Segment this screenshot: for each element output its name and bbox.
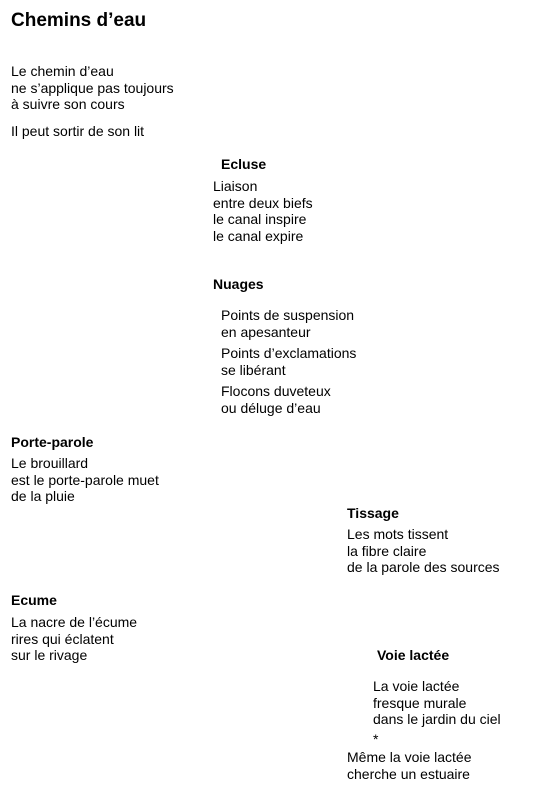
ecluse-line: le canal expire xyxy=(213,228,304,245)
voie-lactee-line: La voie lactée xyxy=(373,678,460,694)
nuages-heading: Nuages xyxy=(213,276,264,292)
porte-parole-heading: Porte-parole xyxy=(11,434,94,450)
nuages-stanza-1 xyxy=(221,307,354,340)
nuages-line: Points de suspension xyxy=(221,307,355,323)
porte-parole-line: de la pluie xyxy=(11,488,75,505)
intro-stanza-2 xyxy=(11,123,144,140)
voie-lactee-line: Même la voie lactée xyxy=(347,749,472,765)
porte-parole-line: est le porte-parole muet xyxy=(11,471,159,488)
intro-line: Le chemin d’eau xyxy=(11,63,114,79)
intro-line: à suivre son cours xyxy=(11,96,125,113)
voie-lactee-line: dans le jardin du ciel xyxy=(373,711,501,728)
voie-lactee-heading: Voie lactée xyxy=(377,647,450,663)
ecume-line: rires qui éclatent xyxy=(11,630,114,647)
intro-stanza-1 xyxy=(11,63,174,113)
tissage-line: de la parole des sources xyxy=(347,559,500,576)
nuages-stanza-3 xyxy=(221,383,331,416)
ecluse-heading: Ecluse xyxy=(221,156,267,172)
intro-line: Il peut sortir de son lit xyxy=(11,123,145,139)
ecluse-line: entre deux biefs xyxy=(213,194,313,211)
nuages-line: Flocons duveteux xyxy=(221,383,331,399)
ecluse-line: le canal inspire xyxy=(213,211,307,228)
poem-title: Chemins d’eau xyxy=(11,10,147,31)
porte-parole-line: Le brouillard xyxy=(11,455,89,471)
ecume-stanza xyxy=(11,614,137,664)
nuages-line: en apesanteur xyxy=(221,323,311,340)
nuages-line: se libérant xyxy=(221,361,286,378)
nuages-line: ou déluge d’eau xyxy=(221,399,321,416)
voie-lactee-stanza-1 xyxy=(373,678,501,728)
porte-parole-stanza xyxy=(11,455,159,505)
voie-lactee-line: cherche un estuaire xyxy=(347,765,470,782)
tissage-heading: Tissage xyxy=(347,505,399,521)
tissage-line: Les mots tissent xyxy=(347,526,449,542)
tissage-line: la fibre claire xyxy=(347,542,427,559)
voie-lactee-separator: * xyxy=(373,731,379,747)
voie-lactee-stanza-2 xyxy=(347,749,472,782)
voie-lactee-line: fresque murale xyxy=(373,694,467,711)
nuages-stanza-2 xyxy=(221,345,356,378)
ecume-line: La nacre de l’écume xyxy=(11,614,138,630)
ecume-heading: Ecume xyxy=(11,592,57,608)
tissage-stanza xyxy=(347,526,500,576)
ecume-line: sur le rivage xyxy=(11,647,88,664)
intro-line: ne s’applique pas toujours xyxy=(11,79,174,96)
ecluse-line: Liaison xyxy=(213,178,258,194)
nuages-line: Points d’exclamations xyxy=(221,345,357,361)
ecluse-stanza xyxy=(213,178,313,245)
